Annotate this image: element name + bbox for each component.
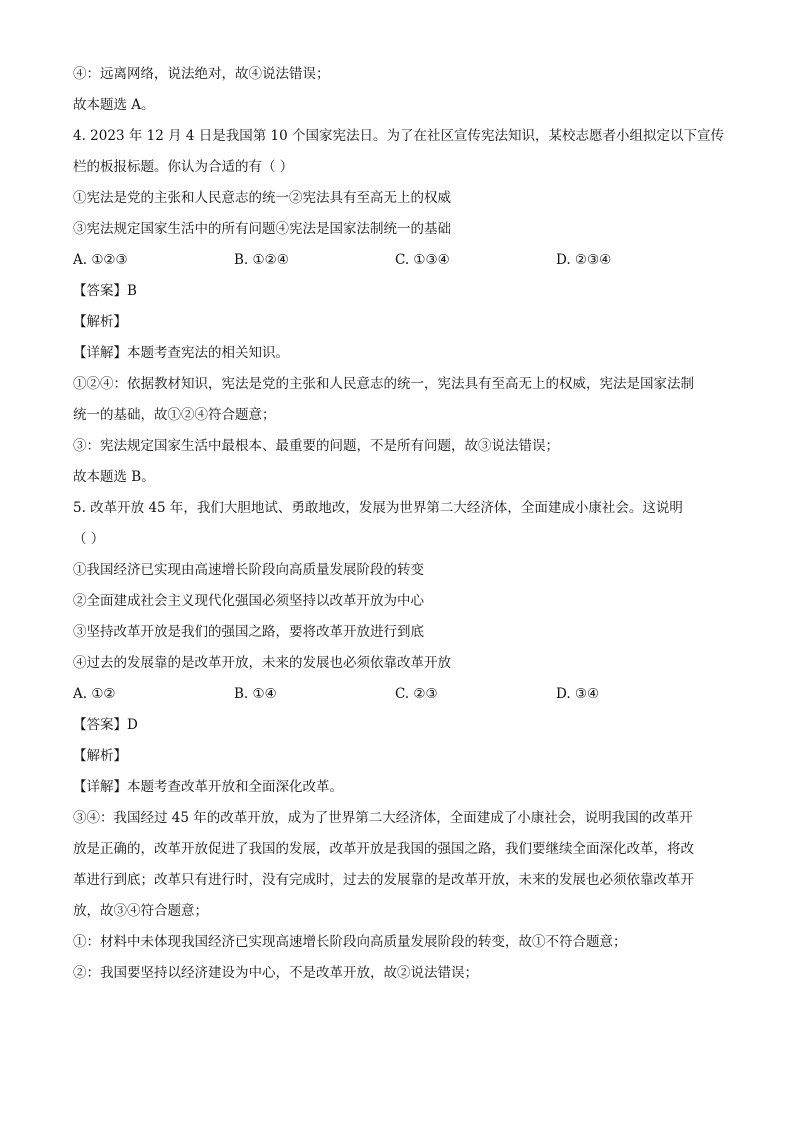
q5-explain-line: 放，故③④符合题意； <box>73 903 208 919</box>
q4-item-line: ③宪法规定国家生活中的所有问题④宪法是国家法制统一的基础 <box>73 221 451 237</box>
q4-option-a: A. ①②③ <box>73 252 128 268</box>
q4-answer: 【答案】B <box>73 283 137 299</box>
q5-options <box>73 684 723 704</box>
q5-explain-line: 放是正确的，改革开放促进了我国的发展，改革开放是我国的强国之路，我们要继续全面深化改革，将改 <box>73 841 694 857</box>
q5-item-line: ②全面建成社会主义现代化强国必须坚持以改革开放为中心 <box>73 593 424 609</box>
q4-item-line: ①宪法是党的主张和人民意志的统一②宪法具有至高无上的权威 <box>73 190 451 206</box>
q5-explain-line: ②：我国要坚持以经济建设为中心，不是改革开放，故②说法错误； <box>73 965 478 981</box>
q5-option-b: B. ①④ <box>234 686 277 702</box>
q4-explain-line: ①②④：依据教材知识，宪法是党的主张和人民意志的统一，宪法具有至高无上的权威，宪法是国家法制 <box>73 376 694 392</box>
q4-options <box>73 250 723 270</box>
q4-conclusion: 故本题选 B。 <box>73 469 155 485</box>
q5-stem-line: 5. 改革开放 45 年，我们大胆地试、勇敢地改，发展为世界第二大经济体，全面建成小康社会。这说明 <box>73 500 683 516</box>
document-content <box>73 64 723 994</box>
q5-option-a: A. ①② <box>73 686 116 702</box>
q5-option-c: C. ②③ <box>395 686 438 702</box>
q5-stem-line: （ ） <box>73 531 105 547</box>
q4-explain-line: 统一的基础，故①②④符合题意； <box>73 407 276 423</box>
q4-option-b: B. ①②④ <box>234 252 289 268</box>
q5-explain-line: ③④：我国经过 45 年的改革开放，成为了世界第二大经济体，全面建成了小康社会，说明我国的改革开 <box>73 810 693 826</box>
q4-stem-line: 4. 2023 年 12 月 4 日是我国第 10 个国家宪法日。为了在社区宣传宪法知识，某校志愿者小组拟定以下宣传 <box>73 128 725 144</box>
text-line: 故本题选 A。 <box>73 97 155 113</box>
q5-explain-line: 革进行到底；改革只有进行时，没有完成时，过去的发展靠的是改革开放，未来的发展也必须依靠改革开 <box>73 872 694 888</box>
text-line: ④：远离网络，说法绝对，故④说法错误； <box>73 66 330 82</box>
q4-option-d: D. ②③④ <box>556 252 612 268</box>
q5-option-d: D. ③④ <box>556 686 600 702</box>
q5-item-line: ①我国经济已实现由高速增长阶段向高质量发展阶段的转变 <box>73 562 424 578</box>
q4-explain-line: ③：宪法规定国家生活中最根本、最重要的问题，不是所有问题，故③说法错误； <box>73 438 559 454</box>
q5-item-line: ③坚持改革开放是我们的强国之路，要将改革开放进行到底 <box>73 624 424 640</box>
q5-explain-line: ①：材料中未体现我国经济已实现高速增长阶段向高质量发展阶段的转变，故①不符合题意； <box>73 934 627 950</box>
q5-analysis-label: 【解析】 <box>73 748 127 764</box>
q5-item-line: ④过去的发展靠的是改革开放，未来的发展也必须依靠改革开放 <box>73 655 451 671</box>
q4-stem-line: 栏的板报标题。你认为合适的有（ ） <box>73 159 294 175</box>
q5-answer: 【答案】D <box>73 717 138 733</box>
q4-analysis-label: 【解析】 <box>73 314 127 330</box>
q5-detail: 【详解】本题考查改革开放和全面深化改革。 <box>73 779 343 795</box>
q4-option-c: C. ①③④ <box>395 252 450 268</box>
q4-detail: 【详解】本题考查宪法的相关知识。 <box>73 345 289 361</box>
